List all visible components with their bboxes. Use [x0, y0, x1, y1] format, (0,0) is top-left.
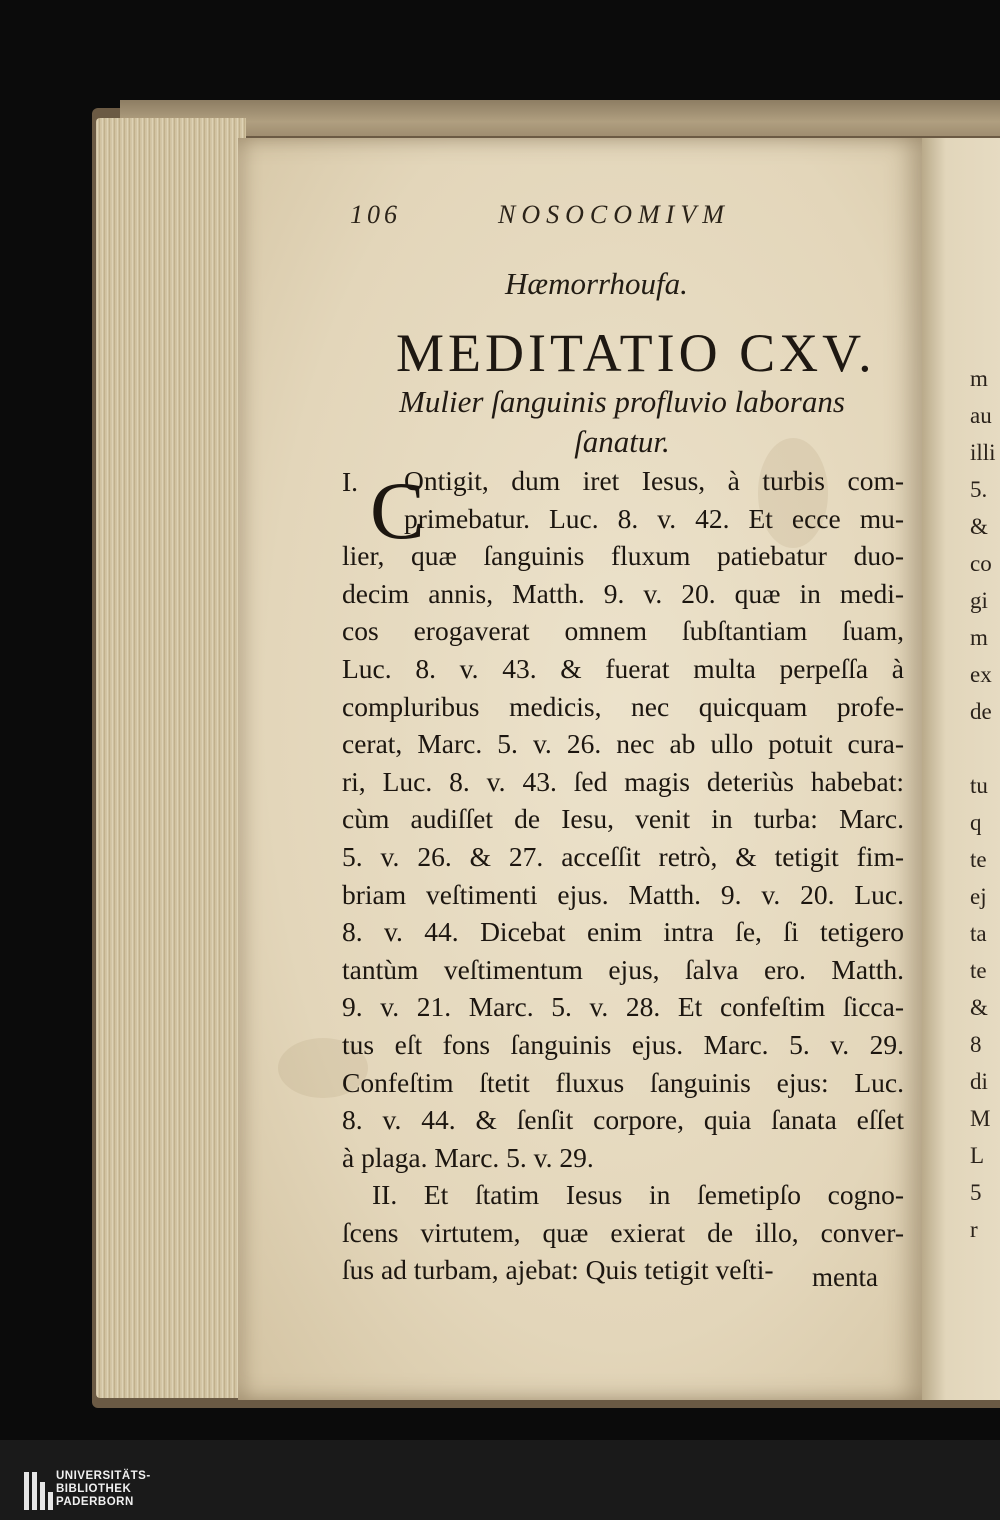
text-line: 8. v. 44. Dicebat enim intra ſe, ſi tetigero: [342, 916, 904, 948]
facing-page-fragment: tu: [970, 773, 988, 798]
library-name-line: PADERBORN: [56, 1496, 134, 1508]
running-title: NOSOCOMIVM: [498, 200, 730, 229]
facing-page-fragment: &: [970, 995, 988, 1020]
facing-page-fragment: M: [970, 1106, 991, 1131]
text-line: cerat, Marc. 5. v. 26. nec ab ullo potuit cura-: [342, 728, 904, 760]
facing-page-fragment: te: [970, 958, 987, 983]
body-text: [342, 462, 904, 1289]
facing-page-fragment: au: [970, 403, 992, 428]
facing-page-fragment: di: [970, 1069, 988, 1094]
facing-page-fragment: L: [970, 1143, 985, 1168]
section-numeral: I.: [342, 466, 359, 497]
facing-page-fragment: co: [970, 551, 992, 576]
library-logo-icon: [24, 1472, 52, 1510]
facing-page-fragment: ej: [970, 884, 987, 909]
page-edges: [96, 118, 246, 1398]
page-number: 106: [350, 200, 401, 229]
text-line: Luc. 8. v. 43. & fuerat multa perpeſſa à: [342, 652, 904, 684]
facing-page-fragment: 5: [970, 1180, 982, 1205]
facing-page-text: [970, 360, 996, 1248]
book-head-edge: [120, 100, 1000, 136]
facing-page-fragment: de: [970, 699, 992, 724]
facing-page-fragment: te: [970, 847, 987, 872]
text-line: 5. v. 26. & 27. acceſſit retrò, & tetigit fim-: [342, 840, 904, 872]
drop-capital: C: [370, 465, 425, 556]
text-line: 8. v. 44. & ſenſit corpore, quia ſanata eſſet: [342, 1104, 904, 1136]
facing-page-fragment: 5.: [970, 477, 988, 502]
library-name-line: UNIVERSITÄTS-: [56, 1470, 151, 1482]
facing-page-fragment: q: [970, 810, 982, 835]
text-line: Confeſtim ſtetit fluxus ſanguinis ejus: Luc.: [342, 1066, 904, 1098]
text-line: Ontigit, dum iret Iesus, à turbis com-: [404, 465, 904, 496]
facing-page-fragment: m: [970, 366, 988, 391]
facing-page-fragment: ex: [970, 662, 992, 687]
text-line: 9. v. 21. Marc. 5. v. 28. Et confeſtim ſicca-: [342, 991, 904, 1023]
library-name: [56, 1470, 151, 1509]
text-line: primebatur. Luc. 8. v. 42. Et ecce mu-: [404, 502, 904, 534]
facing-page-fragment: &: [970, 514, 988, 539]
facing-page-fragment: [970, 730, 996, 767]
text-line: ſus ad turbam, ajebat: Quis tetigit veſti-: [342, 1254, 774, 1286]
text-line: briam veſtimenti ejus. Matth. 9. v. 20. Luc.: [342, 878, 904, 910]
meditation-lemma: [342, 382, 902, 462]
meditation-heading: MEDITATIO CXV.: [396, 323, 876, 383]
section-subtitle: Hæmorrhoufa.: [505, 266, 688, 301]
facing-page-fragment: 8: [970, 1032, 982, 1057]
text-line: ri, Luc. 8. v. 43. ſed magis deteriùs habebat:: [342, 765, 904, 797]
text-line: lier, quæ ſanguinis fluxum patiebatur duo-: [342, 540, 904, 572]
text-line: II. Et ſtatim Iesus in ſemetipſo cogno-: [372, 1179, 904, 1211]
text-line: cos erogaverat omnem ſubſtantiam ſuam,: [342, 615, 904, 647]
facing-page-fragment: ta: [970, 921, 987, 946]
text-line: tantùm veſtimentum ejus, ſalva ero. Matth.: [342, 953, 904, 985]
text-line: decim annis, Matth. 9. v. 20. quæ in medi-: [342, 577, 904, 609]
text-line: compluribus medicis, nec quicquam profe-: [342, 690, 904, 722]
text-line: cùm audiſſet de Iesu, venit in turba: Marc.: [342, 803, 904, 835]
lemma-line: Mulier ſanguinis profluvio laborans: [399, 384, 845, 419]
library-name-line: BIBLIOTHEK: [56, 1483, 132, 1495]
catchword: menta: [812, 1262, 878, 1292]
facing-page-fragment: m: [970, 625, 988, 650]
text-line: ſcens virtutem, quæ exierat de illo, conver-: [342, 1216, 904, 1248]
lemma-line: ſanatur.: [574, 424, 670, 459]
facing-page-fragment: r: [970, 1217, 978, 1242]
text-line: à plaga. Marc. 5. v. 29.: [342, 1141, 594, 1173]
text-line: tus eſt fons ſanguinis ejus. Marc. 5. v. 29.: [342, 1028, 904, 1060]
facing-page: [922, 138, 1000, 1400]
facing-page-fragment: illi: [970, 440, 996, 465]
running-head: [350, 200, 870, 240]
facing-page-fragment: gi: [970, 588, 988, 613]
